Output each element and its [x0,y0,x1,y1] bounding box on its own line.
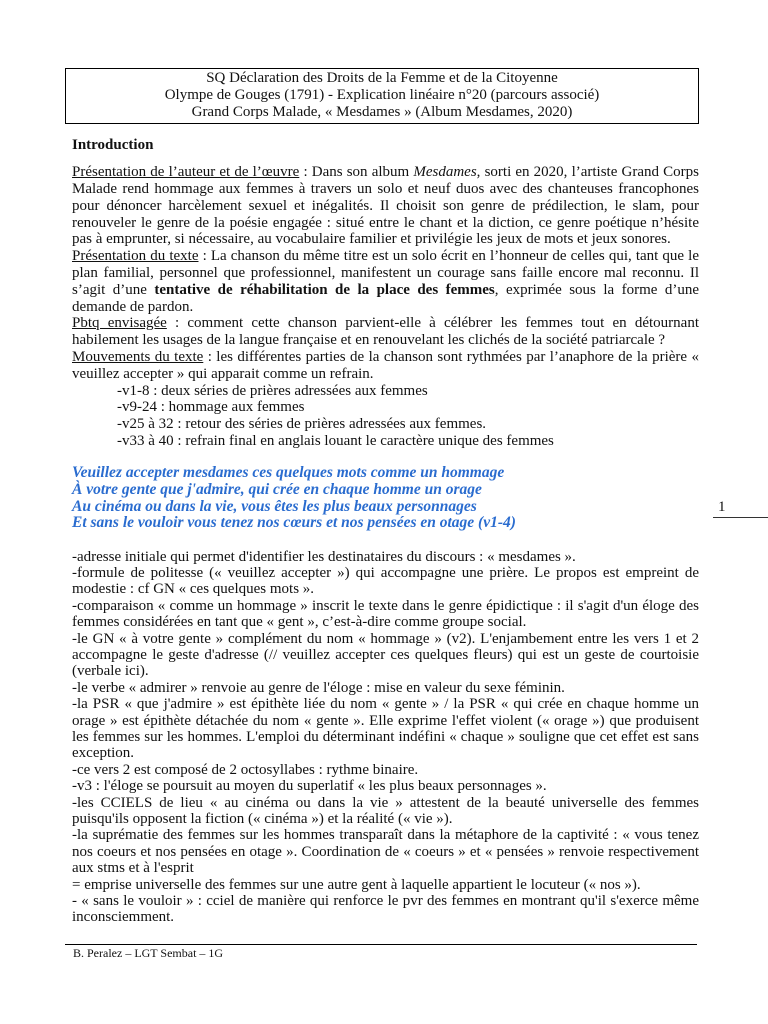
verse-line: Au cinéma ou dans la vie, vous êtes les plus beaux personnages [72,497,477,515]
quoted-verses [72,465,699,532]
movement-item: -v1-8 : deux séries de prières adressées aux femmes [117,382,428,399]
analysis-item: = emprise universelle des femmes sur une autre gent à laquelle appartient le locuteur (« nos »). [72,876,641,893]
verse-line: À votre gente que j'admire, qui crée en chaque homme un orage [72,480,482,498]
footer-text: B. Peralez – LGT Sembat – 1G [73,946,224,960]
analysis-item: -les CCIELS de lieu « au cinéma ou dans la vie » attestent de la beauté universelle des femmes puisqu'ils opposent la fiction (« cinéma ») et la réalité (« vie »). [72,794,699,827]
movements-paragraph [72,349,699,383]
introduction-heading: Introduction [72,137,154,153]
title-line-1: SQ Déclaration des Droits de la Femme et de la Citoyenne [206,70,558,86]
title-line-3: Grand Corps Malade, « Mesdames » (Album Mesdames, 2020) [191,104,573,120]
text-presentation-label: Présentation du texte [72,248,199,265]
text-presentation-paragraph [72,248,699,315]
author-work-text-start: : Dans son album [299,164,414,181]
analysis-item: -ce vers 2 est composé de 2 octosyllabes : rythme binaire. [72,761,419,778]
problematic-paragraph [72,315,699,349]
footer-rule [65,944,697,945]
text-presentation-text-end: , exprimée sous la forme d’une demande de pardon. [72,281,700,315]
movement-item: -v25 à 32 : retour des séries de prières adressées aux femmes. [117,416,487,433]
page-number: 1 [718,499,726,515]
verse-line: Veuillez accepter mesdames ces quelques mots comme un hommage [72,463,505,481]
movement-item: -v9-24 : hommage aux femmes [117,399,305,416]
author-work-label: Présentation de l’auteur et de l’œuvre [72,164,300,181]
analysis-item: -le verbe « admirer » renvoie au genre de l'éloge : mise en valeur du sexe féminin. [72,679,565,696]
analysis-item: -adresse initiale qui permet d'identifier les destinataires du discours : « mesdames ». [72,548,576,565]
album-title: Mesdames [413,164,477,181]
document-body [72,137,699,926]
analysis-item: -le GN « à votre gente » complément du nom « hommage » (v2). L'enjambement entre les vers 1 et 2 accompagne le geste d'adresse (// veuillez accepter ces quelques fleurs) qui est un geste de courtoisie (verbale ici). [72,630,699,680]
analysis-item: -formule de politesse (« veuillez accepter ») qui accompagne une prière. Le propos est empreint de modestie : cf GN « ces quelques mots ». [72,564,699,598]
author-work-text-end: , sorti en 2020, l’artiste Grand Corps Malade rend hommage aux femmes à travers un solo et neuf duos avec des chanteuses francophones pour dénoncer harcèlement sexuel et inégalités. Il choisit son genre de prédilection, le slam, pour renouveler le genre de la poésie engagée : situé entre le chant et la diction, ce genre poétique n’hésite pas à emprunter, si nécessaire, au vocabulaire familier et privilégie les jeux de mots et jeux sonores. [72,164,699,248]
problematic-text: : comment cette chanson parvient-elle à célébrer les femmes tout en détournant habilement les usages de la langue française et en renouvelant les clichés de la société patriarcale ? [72,315,700,349]
text-presentation-bold: tentative de réhabilitation de la place des femmes [154,281,495,298]
analysis-item: -comparaison « comme un hommage » inscrit le texte dans le genre épidictique : il s'agit d'un éloge des femmes considérées en tant que « gent », c’est-à-dire comme groupe social. [72,597,699,631]
movement-item: -v33 à 40 : refrain final en anglais louant le caractère unique des femmes [117,432,554,449]
movements-text: : les différentes parties de la chanson sont rythmées par l’anaphore de la prière « veuillez accepter » qui apparait comme un refrain. [72,348,699,382]
analysis-item: -la PSR « que j'admire » est épithète liée du nom « gente » / la PSR « qui crée en chaque homme un orage » est épithète détachée du nom « gente ». Elle exprime l'effet violent (« orage ») que produisent les femmes sur les hommes. L'emploi du déterminant indéfini « chaque » souligne que cet effet est sans exception. [72,696,699,762]
verse-line: Et sans le vouloir vous tenez nos cœurs et nos pensées en otage (v1-4) [72,514,516,532]
analysis-notes [72,549,699,926]
title-line-2: Olympe de Gouges (1791) - Explication linéaire n°20 (parcours associé) [164,87,600,103]
text-presentation-text-start: : La chanson du même titre est un solo écrit en l’honneur de celles qui, tant que le plan familial, personnel que professionnel, manifestent un courage sans faille encore mal reconnu. Il s’agit d’une [72,248,699,298]
analysis-item: -la suprématie des femmes sur les hommes transparaît dans la métaphore de la captivité : « vous tenez nos coeurs et nos pensées en otage ». Coordination de « coeurs » et « pensées » renvoie respectivement aux stms et à l'esprit [72,827,699,877]
page-number-rule [713,517,768,518]
analysis-item: -v3 : l'éloge se poursuit au moyen du superlatif « les plus beaux personnages ». [72,778,547,795]
author-work-paragraph [72,164,699,248]
analysis-item: - « sans le vouloir » : cciel de manière qui renforce le pvr des femmes en montrant qu'il s'exerce même inconsciemment. [72,893,699,926]
movements-label: Mouvements du texte [72,348,204,365]
problematic-label: Pbtq envisagée [72,315,167,332]
title-box [65,68,699,124]
